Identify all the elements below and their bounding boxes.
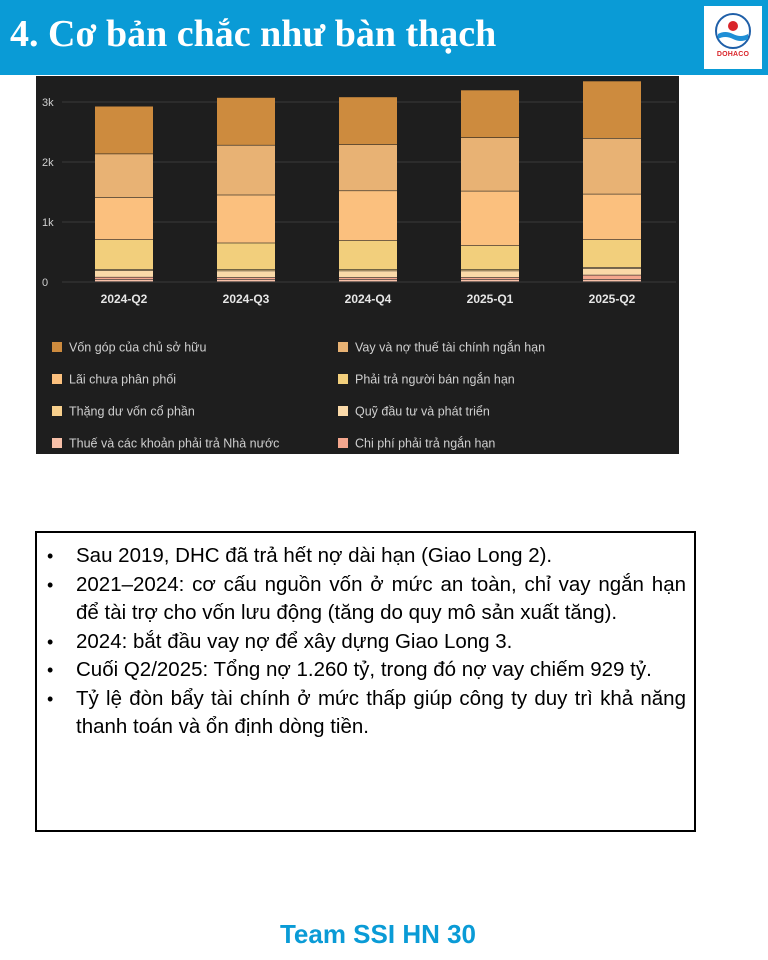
bar-segment [461, 280, 519, 282]
bar-segment [339, 241, 397, 270]
bar-segment [217, 243, 275, 269]
note-item [45, 685, 686, 742]
bar-segment [95, 198, 153, 239]
bar-segment [95, 280, 153, 282]
bar-segment [461, 138, 519, 191]
bullet-icon: • [47, 574, 54, 595]
bar-segment [217, 278, 275, 279]
bar-segment [461, 270, 519, 271]
bar-segment [339, 270, 397, 271]
bullet-icon: • [47, 688, 54, 709]
legend-label: Chi phí phải trả ngắn hạn [355, 436, 496, 451]
bar-segment [339, 278, 397, 279]
bar-segment [461, 278, 519, 279]
bar-segment [217, 270, 275, 271]
bar-segment [339, 97, 397, 144]
legend-label: Phải trả người bán ngắn hạn [355, 372, 515, 387]
bar-segment [339, 280, 397, 282]
note-text: 2021–2024: cơ cấu nguồn vốn ở mức an toàn, chỉ vay ngắn hạn để tài trợ cho vốn lưu động (tăng do quy mô sản xuất tăng). [76, 572, 686, 624]
y-tick-label: 2k [42, 157, 54, 169]
note-text: 2024: bắt đầu vay nợ để xây dựng Giao Long 3. [76, 629, 513, 653]
bar-segment [95, 271, 153, 277]
bar-segment [217, 146, 275, 195]
bar-segment [461, 246, 519, 269]
legend-swatch [52, 374, 62, 384]
bar-segment [461, 191, 519, 245]
bar-segment [95, 107, 153, 154]
logo-text: DOHACO [716, 51, 750, 58]
legend-label: Thuế và các khoản phải trả Nhà nước [69, 436, 280, 451]
header-bar [0, 0, 768, 75]
bar-segment [339, 145, 397, 191]
legend-label: Lãi chưa phân phối [69, 372, 177, 387]
legend-label: Vốn góp của chủ sở hữu [69, 340, 207, 355]
legend-swatch [338, 406, 348, 416]
legend-label: Vay và nợ thuế tài chính ngắn hạn [355, 340, 546, 355]
legend-swatch [338, 374, 348, 384]
bar-segment [583, 139, 641, 194]
bar-segment [583, 240, 641, 267]
y-tick-label: 0 [42, 277, 49, 289]
bar-segment [583, 194, 641, 239]
bar-segment [583, 269, 641, 275]
company-logo [704, 6, 762, 69]
dohaco-logo-icon [704, 6, 762, 69]
legend-label: Quỹ đầu tư và phát triển [355, 404, 490, 419]
bar-segment [217, 98, 275, 145]
x-tick-label: 2024-Q3 [222, 292, 270, 306]
legend-swatch [52, 342, 62, 352]
note-item [45, 571, 686, 628]
y-tick-label: 1k [42, 217, 54, 229]
legend-swatch [52, 438, 62, 448]
bullet-icon: • [47, 546, 54, 566]
note-text: Sau 2019, DHC đã trả hết nợ dài hạn (Giao Long 2). [76, 544, 553, 567]
note-text: Tỷ lệ đòn bẩy tài chính ở mức thấp giúp công ty duy trì khả năng thanh toán và ổn định dòng tiền. [76, 686, 686, 738]
bar-segment [583, 280, 641, 282]
chart-canvas [36, 76, 679, 454]
page-title: 4. Cơ bản chắc như bàn thạch [10, 13, 497, 55]
x-tick-label: 2025-Q1 [466, 292, 514, 306]
bar-segment [95, 240, 153, 269]
notes-list [45, 542, 686, 742]
note-item [45, 628, 686, 657]
legend-swatch [338, 438, 348, 448]
note-item [45, 542, 686, 571]
note-text: Cuối Q2/2025: Tổng nợ 1.260 tỷ, trong đó nợ vay chiếm 929 tỷ. [76, 658, 652, 681]
legend-swatch [338, 342, 348, 352]
bar-segment [461, 271, 519, 277]
bar-segment [95, 270, 153, 271]
bar-segment [583, 268, 641, 269]
x-tick-label: 2024-Q4 [344, 292, 392, 306]
bar-segment [583, 275, 641, 279]
note-item [45, 656, 686, 685]
legend-label: Thặng dư vốn cổ phần [69, 404, 195, 419]
bar-segment [583, 81, 641, 138]
legend-swatch [52, 406, 62, 416]
bar-segment [339, 271, 397, 277]
notes-box [35, 531, 696, 832]
bar-segment [217, 195, 275, 242]
bar-segment [339, 191, 397, 240]
y-tick-label: 3k [42, 97, 54, 109]
bullet-icon: • [47, 631, 54, 652]
bar-segment [461, 90, 519, 137]
stacked-bar-chart [36, 76, 679, 454]
x-tick-label: 2024-Q2 [100, 292, 148, 306]
bar-segment [95, 278, 153, 280]
footer-team-label: Team SSI HN 30 [279, 919, 477, 949]
bar-segment [217, 280, 275, 282]
x-tick-label: 2025-Q2 [588, 292, 636, 306]
bar-segment [95, 154, 153, 197]
bullet-icon: • [47, 660, 54, 680]
bar-segment [217, 271, 275, 277]
